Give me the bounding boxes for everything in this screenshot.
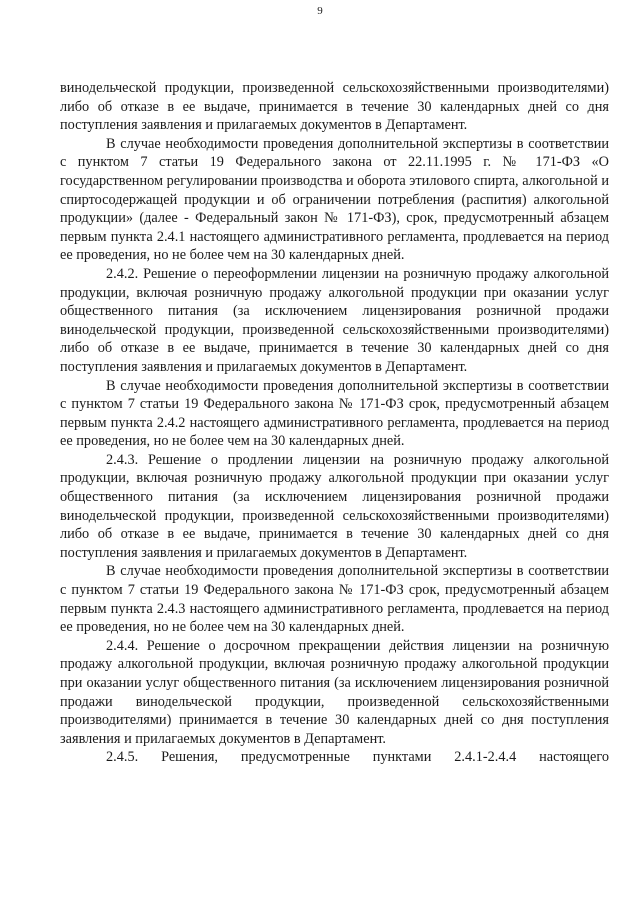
- paragraph-5: 2.4.3. Решение о продлении лицензии на розничную продажу алкогольной продукции, включая розничную продажу алкогольной продукции при оказании услуг общественного питания (за исключением лицензирования розничной продажи винодельческой продукции, произведенной сельскохозяйственными производителями) либо об отказе в ее выдаче, принимается в течение 30 календарных дней со дня поступления заявления и прилагаемых документов в Департамент.: [60, 451, 609, 561]
- paragraph-6: В случае необходимости проведения дополнительной экспертизы в соответствии с пунктом 7 статьи 19 Федерального закона № 171-ФЗ срок, предусмотренный абзацем первым пункта 2.4.3 настоящего административного регламента, продлевается на период ее проведения, но не более чем на 30 календарных дней.: [60, 563, 609, 636]
- page-number: 9: [317, 5, 323, 17]
- document-body: [60, 79, 609, 767]
- paragraph-4: В случае необходимости проведения дополнительной экспертизы в соответствии с пунктом 7 статьи 19 Федерального закона № 171-ФЗ срок, предусмотренный абзацем первым пункта 2.4.2 настоящего административного регламента, продлевается на период ее проведения, но не более чем на 30 календарных дней.: [60, 377, 609, 450]
- paragraph-2: В случае необходимости проведения дополнительной экспертизы в соответствии с пунктом 7 статьи 19 Федерального закона от 22.11.1995 г. № 171-ФЗ «О государственном регулировании производства и оборота этилового спирта, алкогольной и спиртосодержащей продукции и об ограничении потребления (распития) алкогольной продукции» (далее - Федеральный закон № 171-ФЗ), срок, предусмотренный абзацем первым пункта 2.4.1 настоящего административного регламента, продлевается на период ее проведения, но не более чем на 30 календарных дней.: [60, 135, 609, 264]
- paragraph-1: винодельческой продукции, произведенной сельскохозяйственными производителями) либо об отказе в ее выдаче, принимается в течение 30 календарных дней со дня поступления заявления и прилагаемых документов в Департамент.: [60, 80, 609, 134]
- paragraph-3: 2.4.2. Решение о переоформлении лицензии на розничную продажу алкогольной продукции, включая розничную продажу алкогольной продукции при оказании услуг общественного питания (за исключением лицензирования розничной продажи винодельческой продукции, произведенной сельскохозяйственными производителями) либо об отказе в ее выдаче, принимается в течение 30 календарных дней со дня поступления заявления и прилагаемых документов в Департамент.: [60, 265, 609, 375]
- paragraph-7: 2.4.4. Решение о досрочном прекращении действия лицензии на розничную продажу алкогольной продукции, включая розничную продажу алкогольной продукции при оказании услуг общественного питания (за исключением лицензирования розничной продажи винодельческой продукции, произведенной сельскохозяйственными производителями) принимается в течение 30 календарных дней со дня поступления заявления и прилагаемых документов в Департамент.: [60, 637, 609, 747]
- paragraph-8: 2.4.5. Решения, предусмотренные пунктами 2.4.1-2.4.4 настоящего: [106, 749, 609, 766]
